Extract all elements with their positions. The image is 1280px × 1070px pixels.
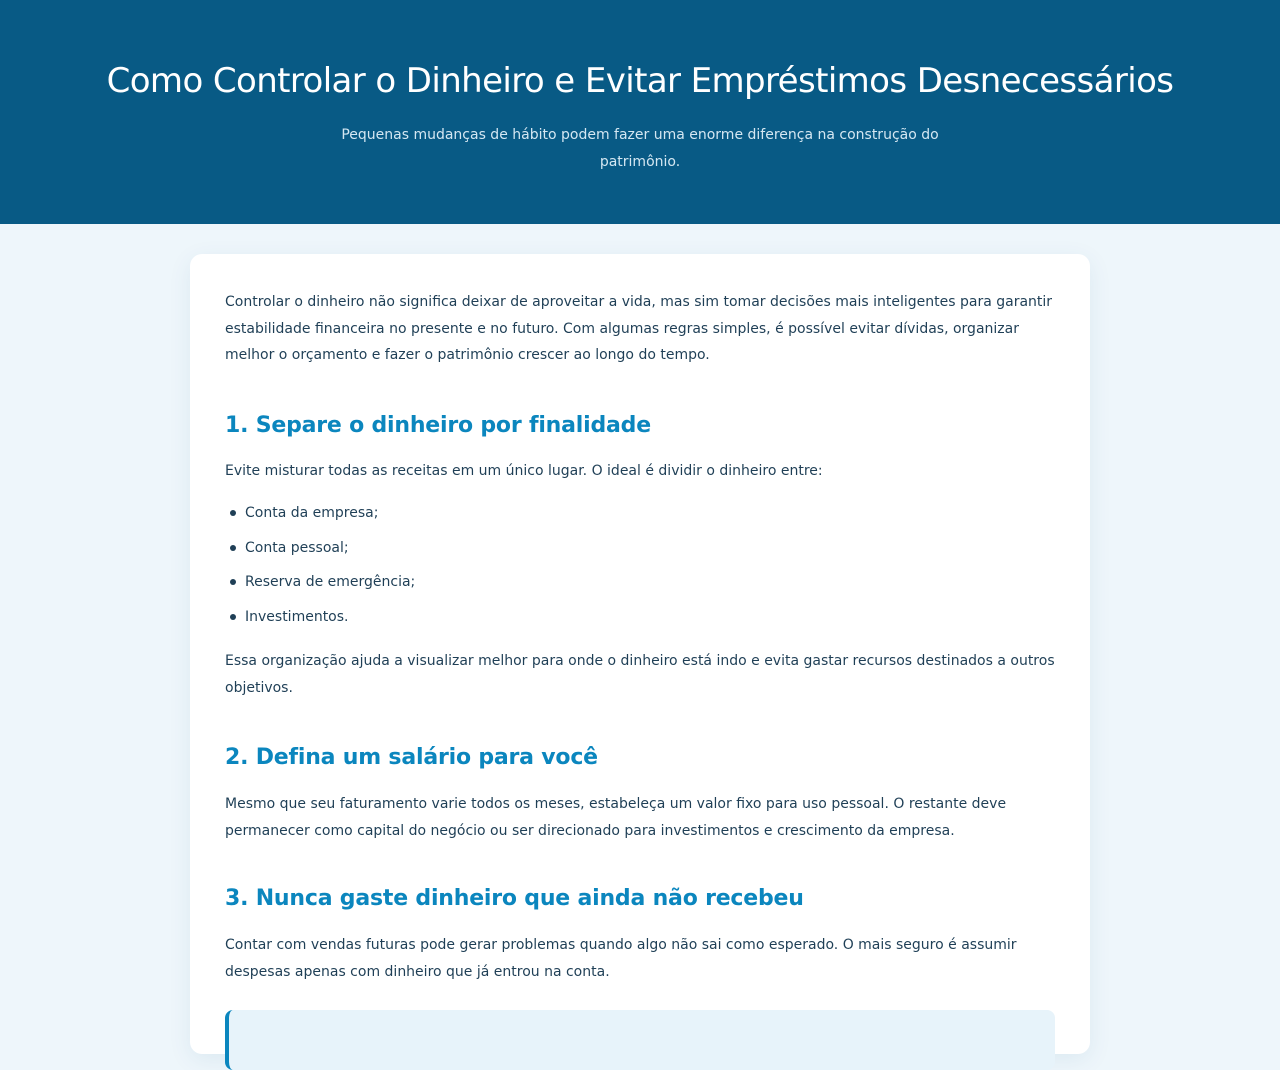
section-text-separate-money: Evite misturar todas as receitas em um único lugar. O ideal é dividir o dinheiro entre: <box>225 462 823 479</box>
list-item <box>230 535 1055 570</box>
section-title-define-salary: 2. Defina um salário para você <box>225 745 598 770</box>
section-title-never-spend-unreceived: 3. Nunca gaste dinheiro que ainda não recebeu <box>225 886 804 911</box>
list-item <box>230 500 1055 535</box>
section-followup-separate-money: Essa organização ajuda a visualizar melhor para onde o dinheiro está indo e evita gastar recursos destinados a outros objetivos. <box>225 653 1055 696</box>
list-item <box>230 604 1055 639</box>
list-item-label: Conta da empresa; <box>245 505 379 521</box>
bullet-icon <box>230 545 236 551</box>
page-subtitle: Pequenas mudanças de hábito podem fazer uma enorme diferença na construção do patrimônio. <box>341 127 939 170</box>
section-title-separate-money: 1. Separe o dinheiro por finalidade <box>225 412 651 438</box>
section-text-never-spend-unreceived: Contar com vendas futuras pode gerar problemas quando algo não sai como esperado. O mais seguro é assumir despesas apenas com dinheiro que já entrou na conta. <box>225 937 1017 980</box>
page-title: Como Controlar o Dinheiro e Evitar Empréstimos Desnecessários <box>106 61 1174 101</box>
highlight-box <box>225 1010 1055 1070</box>
list-item <box>230 569 1055 604</box>
intro-paragraph: Controlar o dinheiro não significa deixar de aproveitar a vida, mas sim tomar decisões mais inteligentes para garantir estabilidade financeira no presente e no futuro. Com algumas regras simples, é possível evitar dívidas, organizar melhor o orçamento e fazer o patrimônio crescer ao longo do tempo. <box>225 294 1053 363</box>
bullet-icon <box>230 614 236 620</box>
list-item-label: Reserva de emergência; <box>245 574 416 590</box>
bullet-icon <box>230 510 236 516</box>
bullet-icon <box>230 579 236 585</box>
money-purpose-list <box>225 500 1055 638</box>
article-card <box>190 254 1090 1054</box>
list-item-label: Investimentos. <box>245 608 349 625</box>
section-text-define-salary: Mesmo que seu faturamento varie todos os meses, estabeleça um valor fixo para uso pessoal. O restante deve permanecer como capital do negócio ou ser direcionado para investimentos e crescimento da empresa. <box>225 796 1007 839</box>
list-item-label: Conta pessoal; <box>245 539 349 556</box>
page-header <box>0 0 1280 224</box>
